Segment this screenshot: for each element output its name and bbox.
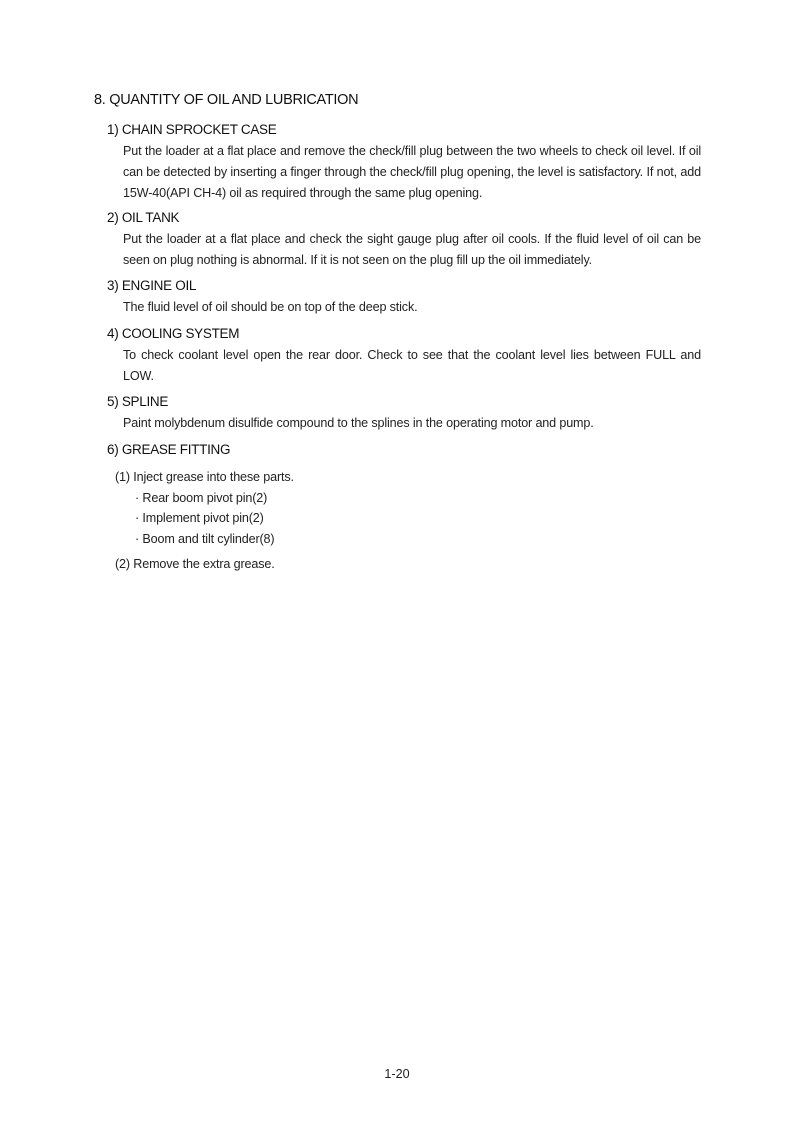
subsection-title: 2) OIL TANK bbox=[107, 210, 180, 225]
subsection-spline bbox=[107, 393, 707, 434]
subsection-engine-oil bbox=[107, 277, 707, 318]
subsection-cooling-system bbox=[107, 325, 707, 387]
bullet-item: · Boom and tilt cylinder(8) bbox=[135, 531, 275, 546]
subsection-oil-tank bbox=[107, 209, 707, 271]
bullet-item: · Implement pivot pin(2) bbox=[135, 511, 264, 525]
subsection-body: Paint molybdenum disulfide compound to the splines in the operating motor and pump. bbox=[123, 416, 594, 430]
grease-fitting-list bbox=[115, 467, 707, 575]
list-item: (1) Inject grease into these parts. bbox=[115, 470, 294, 484]
subsection-body: To check coolant level open the rear door. Check to see that the coolant level lies between FULL and LOW. bbox=[123, 348, 701, 383]
subsection-chain-sprocket-case bbox=[107, 121, 707, 204]
list-item: (2) Remove the extra grease. bbox=[115, 557, 275, 571]
subsection-body: The fluid level of oil should be on top of the deep stick. bbox=[123, 300, 418, 314]
subsection-body: Put the loader at a flat place and remove the check/fill plug between the two wheels to check oil level. If oil can be detected by inserting a finger through the check/fill plug opening, the level is satisfactory. If not, add 15W-40(API CH-4) oil as required through the same plug opening. bbox=[123, 144, 701, 200]
subsection-grease-fitting bbox=[107, 441, 707, 575]
subsection-title: 1) CHAIN SPROCKET CASE bbox=[107, 122, 277, 137]
subsection-title: 4) COOLING SYSTEM bbox=[107, 326, 240, 341]
subsection-title: 3) ENGINE OIL bbox=[107, 278, 197, 293]
section-title: 8. QUANTITY OF OIL AND LUBRICATION bbox=[94, 92, 359, 108]
subsection-title: 5) SPLINE bbox=[107, 394, 169, 409]
page-number: 1-20 bbox=[384, 1067, 410, 1081]
subsection-title: 6) GREASE FITTING bbox=[107, 442, 231, 457]
subsection-body: Put the loader at a flat place and check the sight gauge plug after oil cools. If the fluid level of oil can be seen on plug nothing is abnormal. If it is not seen on the plug fill up the oil immediately. bbox=[123, 232, 701, 267]
bullet-item: · Rear boom pivot pin(2) bbox=[135, 490, 268, 505]
